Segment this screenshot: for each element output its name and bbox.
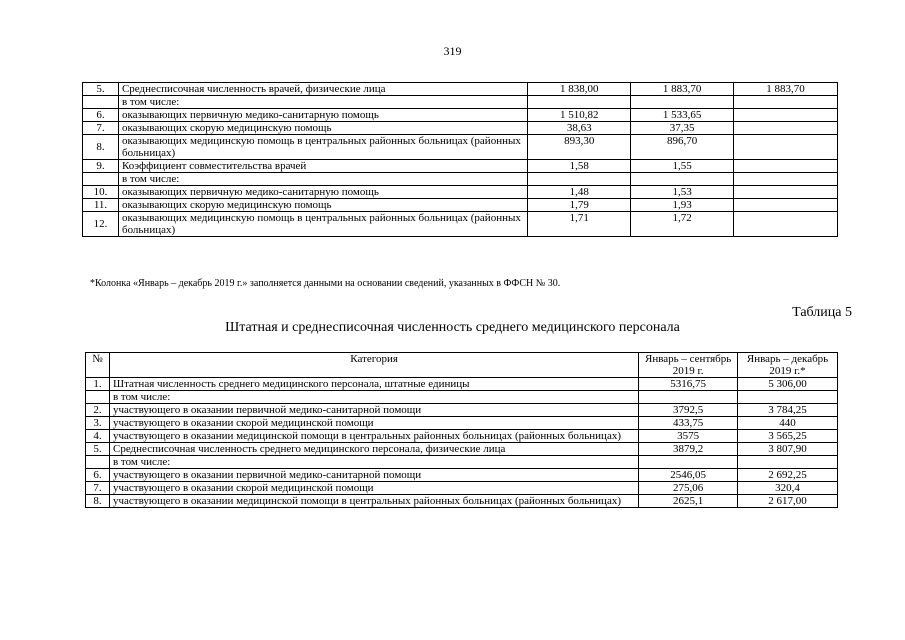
- row-value-2: [631, 173, 734, 186]
- row-name: в том числе:: [118, 173, 527, 186]
- table-row: [86, 417, 838, 430]
- table-row: [86, 443, 838, 456]
- row-name: участвующего в оказании медицинской помощи в центральных районных больницах (районных больницах): [109, 495, 638, 508]
- row-value-2: [631, 96, 734, 109]
- row-name: участвующего в оказании скорой медицинской помощи: [109, 482, 638, 495]
- row-value-3: [734, 96, 838, 109]
- row-name: оказывающих скорую медицинскую помощь: [118, 122, 527, 135]
- row-value-jan-sep: 2546,05: [639, 469, 738, 482]
- table-row: [86, 495, 838, 508]
- row-number: 6.: [86, 469, 110, 482]
- table-row: [86, 391, 838, 404]
- row-value-jan-dec: 320,4: [738, 482, 838, 495]
- row-value-1: 1,58: [528, 160, 631, 173]
- row-value-2: 1 533,65: [631, 109, 734, 122]
- row-value-3: [734, 199, 838, 212]
- row-name: участвующего в оказании медицинской помощи в центральных районных больницах (районных больницах): [109, 430, 638, 443]
- row-value-2: 1 883,70: [631, 83, 734, 96]
- row-name: участвующего в оказании первичной медико-санитарной помощи: [109, 469, 638, 482]
- row-name: в том числе:: [109, 456, 638, 469]
- table-row: [86, 482, 838, 495]
- row-number: 4.: [86, 430, 110, 443]
- row-value-jan-dec: 3 784,25: [738, 404, 838, 417]
- row-value-3: [734, 135, 838, 160]
- row-number: 7.: [86, 482, 110, 495]
- row-number: [83, 173, 119, 186]
- table-row: [83, 122, 838, 135]
- row-name: в том числе:: [118, 96, 527, 109]
- row-value-2: 1,72: [631, 212, 734, 237]
- row-value-1: 1,71: [528, 212, 631, 237]
- row-value-jan-sep: 2625,1: [639, 495, 738, 508]
- table-row: [83, 186, 838, 199]
- table-row: [83, 83, 838, 96]
- row-name: Среднесписочная численность среднего медицинского персонала, физические лица: [109, 443, 638, 456]
- row-number: 3.: [86, 417, 110, 430]
- row-value-3: [734, 160, 838, 173]
- table-row: [83, 199, 838, 212]
- row-number: 1.: [86, 378, 110, 391]
- row-name: участвующего в оказании скорой медицинской помощи: [109, 417, 638, 430]
- header-jan-dec: Январь – декабрь 2019 г.*: [738, 353, 838, 378]
- nursing-staff-table: [85, 352, 838, 508]
- table-row: [83, 109, 838, 122]
- footnote: *Колонка «Январь – декабрь 2019 г.» заполняется данными на основании сведений, указанных в ФФСН № 30.: [90, 278, 561, 289]
- header-jan-sep: Январь – сентябрь 2019 г.: [639, 353, 738, 378]
- row-name: оказывающих медицинскую помощь в центральных районных больницах (районных больницах): [118, 135, 527, 160]
- row-number: 5.: [83, 83, 119, 96]
- row-value-jan-sep: 275,06: [639, 482, 738, 495]
- table-row: [86, 378, 838, 391]
- row-value-3: [734, 173, 838, 186]
- row-value-jan-dec: 3 807,90: [738, 443, 838, 456]
- row-value-3: [734, 122, 838, 135]
- row-value-1: 1,48: [528, 186, 631, 199]
- row-name: оказывающих первичную медико-санитарную помощь: [118, 109, 527, 122]
- row-value-1: [528, 96, 631, 109]
- row-value-2: 37,35: [631, 122, 734, 135]
- table-row: [86, 456, 838, 469]
- row-value-jan-sep: [639, 456, 738, 469]
- row-value-2: 896,70: [631, 135, 734, 160]
- row-value-jan-sep: 5316,75: [639, 378, 738, 391]
- table-row: [83, 160, 838, 173]
- row-value-jan-dec: [738, 391, 838, 404]
- row-value-jan-dec: 5 306,00: [738, 378, 838, 391]
- row-value-3: [734, 212, 838, 237]
- row-value-1: 1 510,82: [528, 109, 631, 122]
- row-value-3: [734, 186, 838, 199]
- row-value-1: 1,79: [528, 199, 631, 212]
- table-header-row: [86, 353, 838, 378]
- row-value-3: 1 883,70: [734, 83, 838, 96]
- row-number: 12.: [83, 212, 119, 237]
- row-number: 7.: [83, 122, 119, 135]
- row-name: оказывающих первичную медико-санитарную помощь: [118, 186, 527, 199]
- row-number: 2.: [86, 404, 110, 417]
- row-number: 11.: [83, 199, 119, 212]
- row-name: в том числе:: [109, 391, 638, 404]
- row-number: 6.: [83, 109, 119, 122]
- row-value-jan-dec: 2 617,00: [738, 495, 838, 508]
- row-value-jan-dec: 3 565,25: [738, 430, 838, 443]
- row-value-jan-sep: 433,75: [639, 417, 738, 430]
- row-value-jan-dec: [738, 456, 838, 469]
- row-value-1: 38,63: [528, 122, 631, 135]
- row-number: [86, 456, 110, 469]
- table-row: [86, 404, 838, 417]
- row-name: оказывающих медицинскую помощь в центральных районных больницах (районных больницах): [118, 212, 527, 237]
- row-name: Среднесписочная численность врачей, физические лица: [118, 83, 527, 96]
- row-number: 5.: [86, 443, 110, 456]
- header-number: №: [86, 353, 110, 378]
- table-row: [86, 469, 838, 482]
- row-name: участвующего в оказании первичной медико-санитарной помощи: [109, 404, 638, 417]
- table-label: Таблица 5: [792, 305, 852, 320]
- row-name: Коэффициент совместительства врачей: [118, 160, 527, 173]
- row-value-jan-sep: 3792,5: [639, 404, 738, 417]
- table-row: [83, 135, 838, 160]
- row-number: 8.: [83, 135, 119, 160]
- row-number: [83, 96, 119, 109]
- row-value-jan-sep: 3879,2: [639, 443, 738, 456]
- table-row: [83, 173, 838, 186]
- row-value-jan-dec: 440: [738, 417, 838, 430]
- page-number: 319: [443, 44, 462, 58]
- physicians-table: [82, 82, 838, 237]
- row-value-1: 1 838,00: [528, 83, 631, 96]
- row-number: [86, 391, 110, 404]
- table-row: [86, 430, 838, 443]
- row-value-2: 1,53: [631, 186, 734, 199]
- row-value-1: 893,30: [528, 135, 631, 160]
- table-title: Штатная и среднесписочная численность среднего медицинского персонала: [225, 320, 680, 335]
- row-value-jan-sep: 3575: [639, 430, 738, 443]
- row-value-jan-sep: [639, 391, 738, 404]
- table-row: [83, 96, 838, 109]
- row-value-3: [734, 109, 838, 122]
- row-name: Штатная численность среднего медицинского персонала, штатные единицы: [109, 378, 638, 391]
- row-number: 8.: [86, 495, 110, 508]
- row-name: оказывающих скорую медицинскую помощь: [118, 199, 527, 212]
- row-value-2: 1,55: [631, 160, 734, 173]
- row-number: 9.: [83, 160, 119, 173]
- row-number: 10.: [83, 186, 119, 199]
- table-row: [83, 212, 838, 237]
- row-value-1: [528, 173, 631, 186]
- row-value-jan-dec: 2 692,25: [738, 469, 838, 482]
- header-category: Категория: [109, 353, 638, 378]
- row-value-2: 1,93: [631, 199, 734, 212]
